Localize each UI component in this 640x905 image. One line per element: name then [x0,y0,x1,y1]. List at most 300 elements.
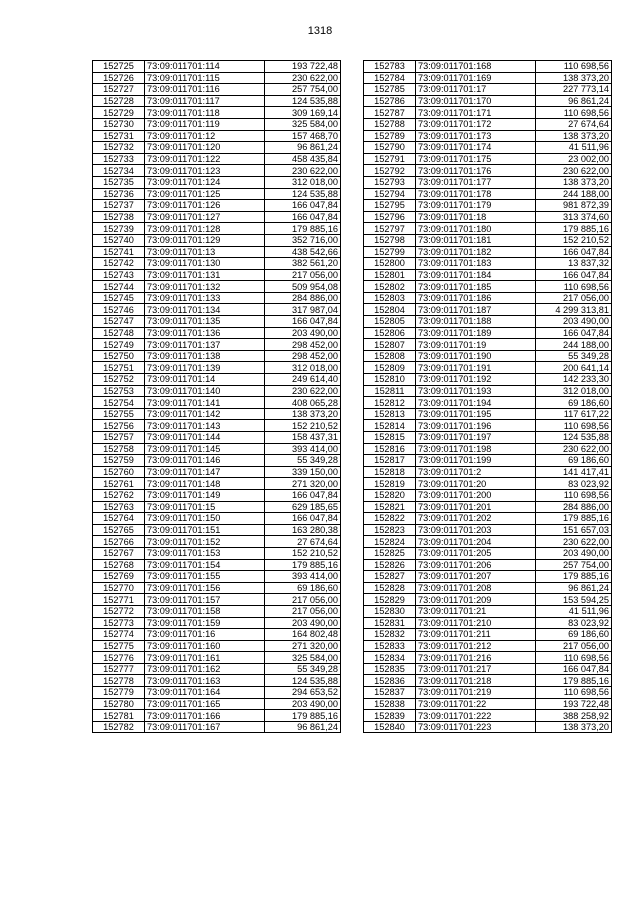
row-number-cell: 152787 [364,107,416,119]
table-row [93,547,341,559]
row-number-cell: 152727 [93,84,145,96]
cadastral-number-cell: 73:09:011701:21 [416,605,536,617]
row-number-cell: 152750 [93,350,145,362]
value-cell: 203 490,00 [536,316,612,328]
table-row [93,524,341,536]
value-cell: 393 414,00 [265,571,341,583]
cadastral-number-cell: 73:09:011701:147 [145,466,265,478]
table-row [364,61,612,73]
value-cell: 981 872,39 [536,200,612,212]
row-number-cell: 152811 [364,385,416,397]
table-row [93,188,341,200]
row-number-cell: 152777 [93,663,145,675]
value-cell: 298 452,00 [265,339,341,351]
value-cell: 257 754,00 [265,84,341,96]
value-cell: 41 511,96 [536,142,612,154]
value-cell: 193 722,48 [536,698,612,710]
table-row [364,374,612,386]
row-number-cell: 152782 [93,721,145,733]
cadastral-number-cell: 73:09:011701:203 [416,524,536,536]
value-cell: 629 185,65 [265,501,341,513]
table-row [93,153,341,165]
row-number-cell: 152801 [364,269,416,281]
value-cell: 55 349,28 [536,350,612,362]
row-number-cell: 152837 [364,687,416,699]
cadastral-number-cell: 73:09:011701:19 [416,339,536,351]
cadastral-number-cell: 73:09:011701:119 [145,118,265,130]
row-number-cell: 152760 [93,466,145,478]
value-cell: 271 320,00 [265,640,341,652]
value-cell: 313 374,60 [536,211,612,223]
row-number-cell: 152815 [364,432,416,444]
value-cell: 124 535,88 [265,95,341,107]
row-number-cell: 152814 [364,420,416,432]
table-row [364,443,612,455]
value-cell: 138 373,20 [536,72,612,84]
cadastral-number-cell: 73:09:011701:16 [145,629,265,641]
cadastral-number-cell: 73:09:011701:200 [416,489,536,501]
row-number-cell: 152829 [364,594,416,606]
cadastral-number-cell: 73:09:011701:22 [416,698,536,710]
value-cell: 217 056,00 [265,269,341,281]
cadastral-number-cell: 73:09:011701:184 [416,269,536,281]
cadastral-number-cell: 73:09:011701:165 [145,698,265,710]
table-row [93,72,341,84]
table-row [93,246,341,258]
table-row [93,513,341,525]
row-number-cell: 152740 [93,234,145,246]
cadastral-number-cell: 73:09:011701:207 [416,571,536,583]
cadastral-number-cell: 73:09:011701:191 [416,362,536,374]
table-row [93,675,341,687]
table-row [93,84,341,96]
table-row [364,617,612,629]
cadastral-number-cell: 73:09:011701:209 [416,594,536,606]
table-row [364,234,612,246]
table-row [93,478,341,490]
cadastral-number-cell: 73:09:011701:186 [416,292,536,304]
value-cell: 83 023,92 [536,478,612,490]
cadastral-number-cell: 73:09:011701:216 [416,652,536,664]
cadastral-number-cell: 73:09:011701:140 [145,385,265,397]
row-number-cell: 152737 [93,200,145,212]
cadastral-number-cell: 73:09:011701:12 [145,130,265,142]
table-row [364,327,612,339]
registry-table-right-body [364,61,612,733]
table-row [93,629,341,641]
table-row [364,142,612,154]
cadastral-number-cell: 73:09:011701:157 [145,594,265,606]
cadastral-number-cell: 73:09:011701:197 [416,432,536,444]
cadastral-number-cell: 73:09:011701:202 [416,513,536,525]
value-cell: 249 614,40 [265,374,341,386]
value-cell: 27 674,64 [265,536,341,548]
value-cell: 166 047,84 [265,513,341,525]
value-cell: 382 561,20 [265,258,341,270]
value-cell: 312 018,00 [265,362,341,374]
row-number-cell: 152819 [364,478,416,490]
cadastral-number-cell: 73:09:011701:168 [416,61,536,73]
table-row [364,84,612,96]
row-number-cell: 152728 [93,95,145,107]
row-number-cell: 152810 [364,374,416,386]
value-cell: 203 490,00 [265,698,341,710]
table-row [93,663,341,675]
row-number-cell: 152830 [364,605,416,617]
table-row [93,397,341,409]
table-row [93,582,341,594]
value-cell: 325 584,00 [265,118,341,130]
table-row [93,501,341,513]
cadastral-number-cell: 73:09:011701:169 [416,72,536,84]
cadastral-number-cell: 73:09:011701:135 [145,316,265,328]
row-number-cell: 152775 [93,640,145,652]
table-row [364,698,612,710]
cadastral-number-cell: 73:09:011701:154 [145,559,265,571]
value-cell: 317 987,04 [265,304,341,316]
cadastral-number-cell: 73:09:011701:211 [416,629,536,641]
cadastral-number-cell: 73:09:011701:201 [416,501,536,513]
cadastral-number-cell: 73:09:011701:150 [145,513,265,525]
table-row [93,455,341,467]
row-number-cell: 152802 [364,281,416,293]
table-row [364,582,612,594]
table-row [364,663,612,675]
cadastral-number-cell: 73:09:011701:13 [145,246,265,258]
cadastral-number-cell: 73:09:011701:149 [145,489,265,501]
table-row [364,721,612,733]
value-cell: 142 233,30 [536,374,612,386]
cadastral-number-cell: 73:09:011701:137 [145,339,265,351]
cadastral-number-cell: 73:09:011701:129 [145,234,265,246]
table-row [364,72,612,84]
cadastral-number-cell: 73:09:011701:120 [145,142,265,154]
table-row [93,408,341,420]
cadastral-number-cell: 73:09:011701:185 [416,281,536,293]
cadastral-number-cell: 73:09:011701:177 [416,176,536,188]
row-number-cell: 152776 [93,652,145,664]
value-cell: 96 861,24 [536,95,612,107]
row-number-cell: 152764 [93,513,145,525]
row-number-cell: 152743 [93,269,145,281]
value-cell: 200 641,14 [536,362,612,374]
cadastral-number-cell: 73:09:011701:217 [416,663,536,675]
cadastral-number-cell: 73:09:011701:178 [416,188,536,200]
value-cell: 152 210,52 [265,547,341,559]
table-row [93,165,341,177]
table-row [93,350,341,362]
cadastral-number-cell: 73:09:011701:212 [416,640,536,652]
cadastral-number-cell: 73:09:011701:156 [145,582,265,594]
cadastral-number-cell: 73:09:011701:164 [145,687,265,699]
table-row [93,420,341,432]
table-row [364,687,612,699]
table-row [93,269,341,281]
value-cell: 110 698,56 [536,489,612,501]
row-number-cell: 152831 [364,617,416,629]
value-cell: 227 773,14 [536,84,612,96]
table-row [93,374,341,386]
value-cell: 203 490,00 [265,617,341,629]
table-row [93,61,341,73]
cadastral-number-cell: 73:09:011701:14 [145,374,265,386]
table-row [364,397,612,409]
row-number-cell: 152804 [364,304,416,316]
value-cell: 138 373,20 [536,721,612,733]
cadastral-number-cell: 73:09:011701:131 [145,269,265,281]
row-number-cell: 152773 [93,617,145,629]
value-cell: 152 210,52 [536,234,612,246]
value-cell: 312 018,00 [536,385,612,397]
cadastral-number-cell: 73:09:011701:155 [145,571,265,583]
row-number-cell: 152821 [364,501,416,513]
registry-table-left [92,60,341,733]
row-number-cell: 152749 [93,339,145,351]
table-row [93,316,341,328]
row-number-cell: 152756 [93,420,145,432]
value-cell: 352 716,00 [265,234,341,246]
cadastral-number-cell: 73:09:011701:182 [416,246,536,258]
row-number-cell: 152730 [93,118,145,130]
table-row [364,594,612,606]
value-cell: 203 490,00 [536,547,612,559]
table-row [93,687,341,699]
cadastral-number-cell: 73:09:011701:117 [145,95,265,107]
table-row [364,501,612,513]
cadastral-number-cell: 73:09:011701:153 [145,547,265,559]
cadastral-number-cell: 73:09:011701:181 [416,234,536,246]
value-cell: 388 258,92 [536,710,612,722]
table-row [364,605,612,617]
value-cell: 164 802,48 [265,629,341,641]
page-number: 1318 [307,25,333,37]
row-number-cell: 152771 [93,594,145,606]
value-cell: 110 698,56 [536,652,612,664]
table-row [364,710,612,722]
cadastral-number-cell: 73:09:011701:115 [145,72,265,84]
value-cell: 83 023,92 [536,617,612,629]
cadastral-number-cell: 73:09:011701:158 [145,605,265,617]
table-row [364,211,612,223]
value-cell: 138 373,20 [265,408,341,420]
value-cell: 69 186,60 [536,455,612,467]
value-cell: 179 885,16 [536,513,612,525]
value-cell: 96 861,24 [536,582,612,594]
row-number-cell: 152752 [93,374,145,386]
table-row [364,513,612,525]
cadastral-number-cell: 73:09:011701:146 [145,455,265,467]
table-row [364,292,612,304]
value-cell: 203 490,00 [265,327,341,339]
row-number-cell: 152735 [93,176,145,188]
row-number-cell: 152779 [93,687,145,699]
cadastral-number-cell: 73:09:011701:152 [145,536,265,548]
row-number-cell: 152835 [364,663,416,675]
value-cell: 230 622,00 [536,536,612,548]
cadastral-number-cell: 73:09:011701:173 [416,130,536,142]
table-row [364,547,612,559]
row-number-cell: 152736 [93,188,145,200]
cadastral-number-cell: 73:09:011701:176 [416,165,536,177]
row-number-cell: 152798 [364,234,416,246]
table-row [93,385,341,397]
registry-table-right [363,60,612,733]
row-number-cell: 152726 [93,72,145,84]
value-cell: 325 584,00 [265,652,341,664]
table-row [364,362,612,374]
table-row [93,211,341,223]
row-number-cell: 152797 [364,223,416,235]
row-number-cell: 152748 [93,327,145,339]
table-row [364,304,612,316]
value-cell: 458 435,84 [265,153,341,165]
value-cell: 179 885,16 [536,223,612,235]
table-row [364,258,612,270]
row-number-cell: 152747 [93,316,145,328]
row-number-cell: 152836 [364,675,416,687]
cadastral-number-cell: 73:09:011701:141 [145,397,265,409]
table-row [364,316,612,328]
value-cell: 138 373,20 [536,130,612,142]
table-row [364,246,612,258]
value-cell: 217 056,00 [536,640,612,652]
value-cell: 110 698,56 [536,281,612,293]
table-row [93,536,341,548]
table-row [93,594,341,606]
cadastral-number-cell: 73:09:011701:195 [416,408,536,420]
cadastral-number-cell: 73:09:011701:222 [416,710,536,722]
cadastral-number-cell: 73:09:011701:198 [416,443,536,455]
row-number-cell: 152738 [93,211,145,223]
cadastral-number-cell: 73:09:011701:17 [416,84,536,96]
value-cell: 179 885,16 [536,571,612,583]
cadastral-number-cell: 73:09:011701:133 [145,292,265,304]
row-number-cell: 152800 [364,258,416,270]
table-row [364,176,612,188]
cadastral-number-cell: 73:09:011701:190 [416,350,536,362]
table-row [364,188,612,200]
table-row [93,721,341,733]
row-number-cell: 152822 [364,513,416,525]
value-cell: 96 861,24 [265,142,341,154]
row-number-cell: 152824 [364,536,416,548]
value-cell: 110 698,56 [536,687,612,699]
cadastral-number-cell: 73:09:011701:188 [416,316,536,328]
row-number-cell: 152733 [93,153,145,165]
cadastral-number-cell: 73:09:011701:205 [416,547,536,559]
cadastral-number-cell: 73:09:011701:206 [416,559,536,571]
cadastral-number-cell: 73:09:011701:126 [145,200,265,212]
value-cell: 158 437,31 [265,432,341,444]
row-number-cell: 152774 [93,629,145,641]
cadastral-number-cell: 73:09:011701:160 [145,640,265,652]
row-number-cell: 152742 [93,258,145,270]
value-cell: 339 150,00 [265,466,341,478]
cadastral-number-cell: 73:09:011701:163 [145,675,265,687]
cadastral-number-cell: 73:09:011701:175 [416,153,536,165]
row-number-cell: 152772 [93,605,145,617]
cadastral-number-cell: 73:09:011701:194 [416,397,536,409]
table-row [364,95,612,107]
value-cell: 294 653,52 [265,687,341,699]
value-cell: 193 722,48 [265,61,341,73]
cadastral-number-cell: 73:09:011701:15 [145,501,265,513]
value-cell: 4 299 313,81 [536,304,612,316]
table-row [364,478,612,490]
value-cell: 166 047,84 [265,200,341,212]
row-number-cell: 152744 [93,281,145,293]
value-cell: 271 320,00 [265,478,341,490]
row-number-cell: 152759 [93,455,145,467]
row-number-cell: 152796 [364,211,416,223]
table-row [93,234,341,246]
row-number-cell: 152820 [364,489,416,501]
table-row [93,432,341,444]
cadastral-number-cell: 73:09:011701:162 [145,663,265,675]
table-row [364,200,612,212]
row-number-cell: 152755 [93,408,145,420]
row-number-cell: 152828 [364,582,416,594]
table-row [93,107,341,119]
table-row [93,281,341,293]
table-row [364,107,612,119]
table-row [364,432,612,444]
row-number-cell: 152729 [93,107,145,119]
table-row [93,200,341,212]
table-row [364,223,612,235]
value-cell: 138 373,20 [536,176,612,188]
row-number-cell: 152725 [93,61,145,73]
value-cell: 244 188,00 [536,339,612,351]
cadastral-number-cell: 73:09:011701:187 [416,304,536,316]
cadastral-number-cell: 73:09:011701:170 [416,95,536,107]
table-row [93,559,341,571]
value-cell: 124 535,88 [265,675,341,687]
table-row [364,165,612,177]
value-cell: 151 657,03 [536,524,612,536]
table-row [364,455,612,467]
table-row [93,95,341,107]
row-number-cell: 152754 [93,397,145,409]
row-number-cell: 152761 [93,478,145,490]
value-cell: 438 542,66 [265,246,341,258]
value-cell: 157 468,70 [265,130,341,142]
cadastral-number-cell: 73:09:011701:166 [145,710,265,722]
cadastral-number-cell: 73:09:011701:219 [416,687,536,699]
value-cell: 230 622,00 [265,385,341,397]
row-number-cell: 152832 [364,629,416,641]
cadastral-number-cell: 73:09:011701:189 [416,327,536,339]
cadastral-number-cell: 73:09:011701:18 [416,211,536,223]
row-number-cell: 152766 [93,536,145,548]
cadastral-number-cell: 73:09:011701:148 [145,478,265,490]
cadastral-number-cell: 73:09:011701:151 [145,524,265,536]
table-row [364,489,612,501]
value-cell: 110 698,56 [536,107,612,119]
table-row [364,675,612,687]
cadastral-number-cell: 73:09:011701:139 [145,362,265,374]
value-cell: 124 535,88 [536,432,612,444]
cadastral-number-cell: 73:09:011701:123 [145,165,265,177]
value-cell: 27 674,64 [536,118,612,130]
cadastral-number-cell: 73:09:011701:116 [145,84,265,96]
value-cell: 55 349,28 [265,455,341,467]
value-cell: 117 617,22 [536,408,612,420]
row-number-cell: 152739 [93,223,145,235]
cadastral-number-cell: 73:09:011701:144 [145,432,265,444]
cadastral-number-cell: 73:09:011701:114 [145,61,265,73]
value-cell: 230 622,00 [536,443,612,455]
